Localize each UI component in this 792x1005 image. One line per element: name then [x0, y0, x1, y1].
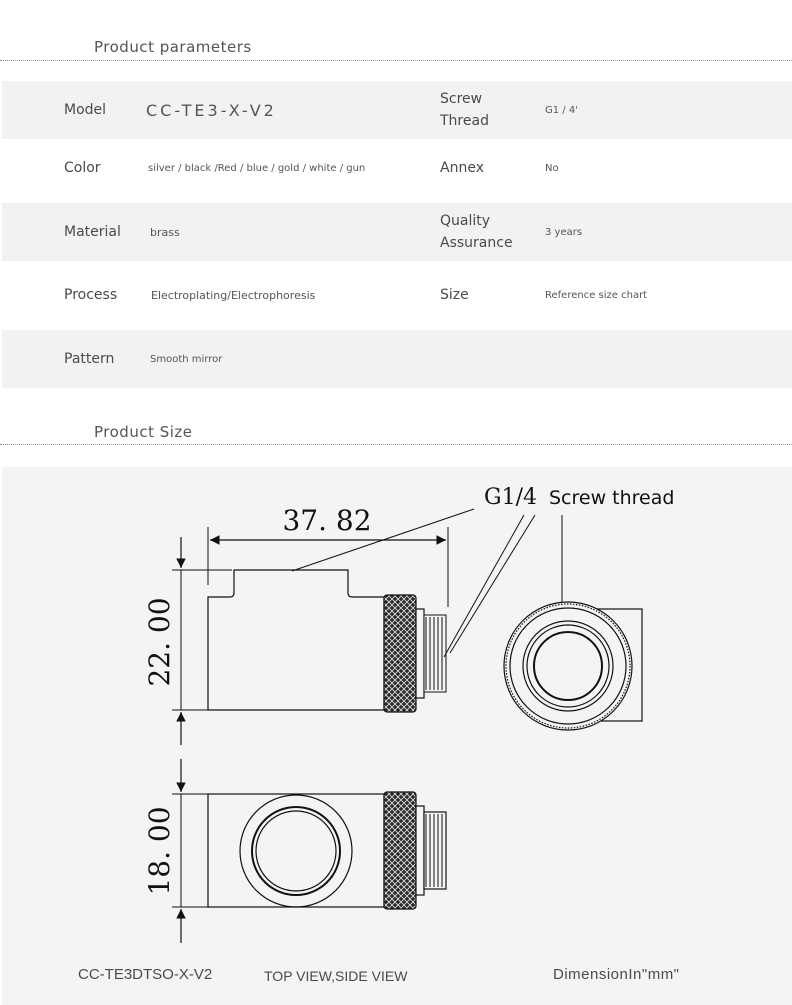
- param-label-size: Size: [440, 287, 469, 303]
- height-dimension-bottom: [172, 759, 208, 943]
- param-value-quality-assurance: 3 years: [545, 226, 583, 238]
- param-value-process: Electroplating/Electrophoresis: [151, 288, 316, 302]
- param-label-pattern: Pattern: [64, 351, 115, 367]
- param-value-size: Reference size chart: [545, 289, 648, 301]
- product-parameters-title: Product parameters: [94, 38, 252, 56]
- param-label-annex: Annex: [440, 160, 484, 176]
- param-label-process: Process: [64, 287, 118, 303]
- height-dimension-bottom-label: 18. 00: [143, 806, 176, 896]
- param-value-annex: No: [545, 162, 559, 174]
- unit-caption: DimensionIn"mm": [553, 966, 680, 983]
- top-view: [208, 570, 446, 712]
- param-label-screw-thread: Screw Thread: [440, 91, 489, 129]
- bottom-view: [208, 792, 446, 909]
- param-row-material: [2, 203, 792, 261]
- section-divider: [0, 60, 792, 61]
- technical-drawing: [2, 467, 792, 1005]
- screw-thread-label: Screw thread: [549, 487, 675, 509]
- param-value-screw-thread: G1 / 4': [545, 104, 578, 116]
- param-label-quality-assurance: Quality Assurance: [440, 213, 513, 251]
- width-dimension-label: 37. 82: [282, 504, 372, 537]
- param-value-material: brass: [150, 225, 180, 239]
- param-row-process: [2, 266, 792, 324]
- height-dimension-top-label: 22. 00: [143, 597, 176, 687]
- thread-ridges: [424, 615, 446, 692]
- param-row-pattern: [2, 330, 792, 388]
- param-value-color: silver / black /Red / blue / gold / white / gun: [148, 162, 366, 174]
- product-size-title: Product Size: [94, 423, 193, 441]
- param-label-model: Model: [64, 102, 107, 118]
- thread-spec-label: G1/4: [484, 485, 537, 510]
- param-label-material: Material: [64, 224, 121, 240]
- technical-drawing-panel: [2, 467, 792, 1005]
- section-divider: [0, 444, 792, 445]
- param-value-pattern: Smooth mirror: [150, 353, 223, 365]
- param-label-color: Color: [64, 160, 101, 176]
- param-row-color: [2, 139, 792, 197]
- end-view: [504, 602, 642, 730]
- knurled-nut: [384, 595, 416, 712]
- model-caption: CC-TE3DTSO-X-V2: [78, 966, 213, 983]
- param-value-model: CC-TE3-X-V2: [146, 100, 277, 120]
- param-row-model: [2, 81, 792, 139]
- view-caption: TOP VIEW,SIDE VIEW: [264, 968, 408, 984]
